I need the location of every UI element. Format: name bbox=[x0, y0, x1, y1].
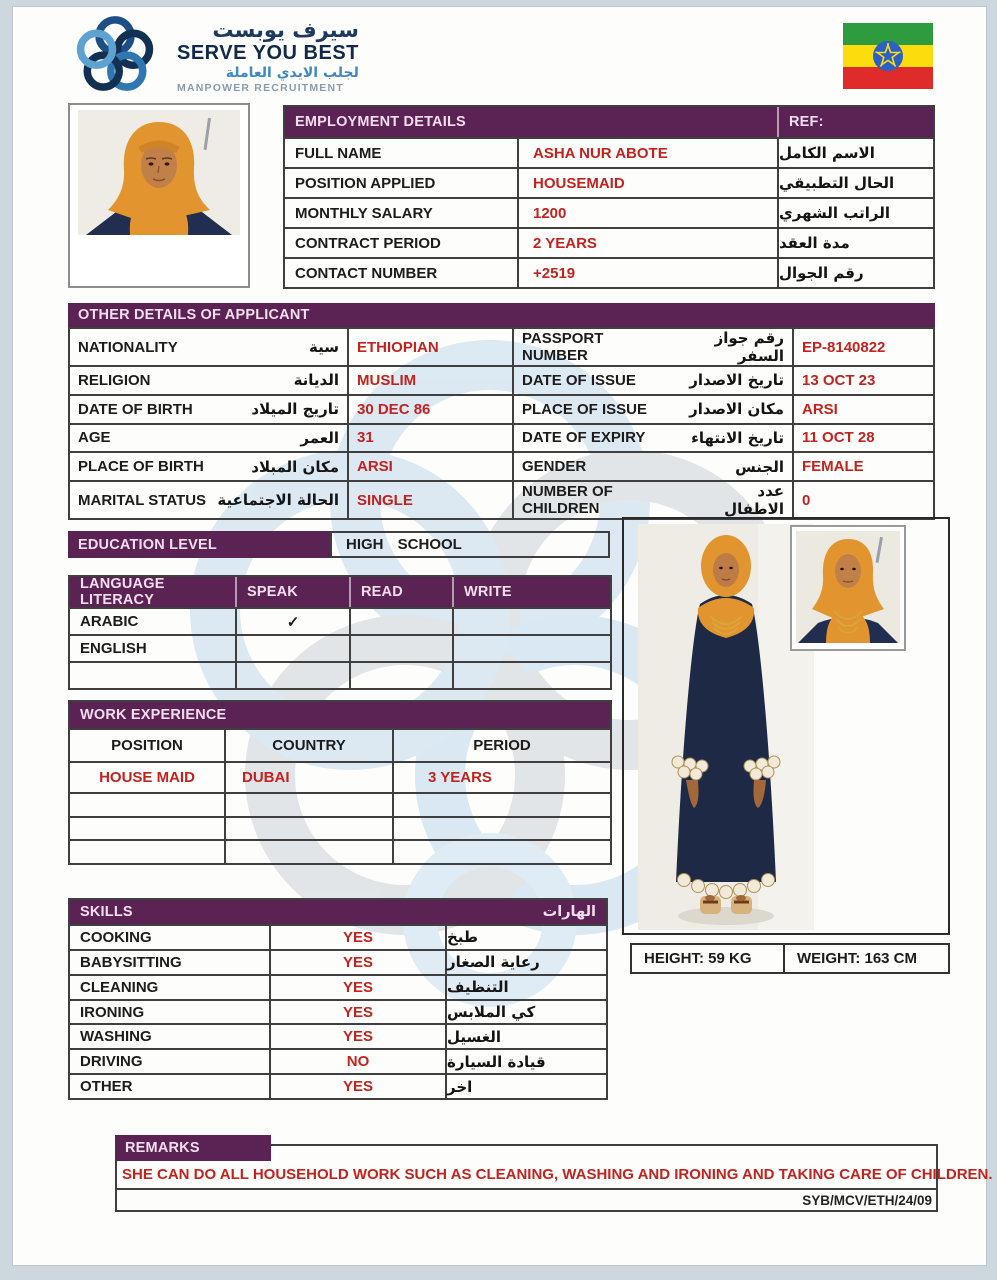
field-label-arabic: الديانة bbox=[293, 371, 339, 390]
skill-name-arabic: التنظيف bbox=[445, 976, 606, 999]
field-label: PLACE OF BIRTH bbox=[78, 458, 204, 476]
field-value: HOUSEMAID bbox=[517, 169, 777, 197]
field-label: MONTHLY SALARY bbox=[295, 204, 433, 222]
field-value: 13 OCT 23 bbox=[792, 367, 933, 394]
field-label-arabic: الحالة الاجتماعية bbox=[217, 491, 339, 509]
cell bbox=[452, 636, 610, 661]
cell bbox=[452, 663, 610, 688]
ref-label: REF: bbox=[777, 107, 933, 137]
education-level-label: EDUCATION LEVEL bbox=[68, 531, 330, 558]
table-row bbox=[70, 792, 610, 816]
work-experience-table bbox=[68, 700, 612, 865]
skill-name: OTHER bbox=[80, 1078, 133, 1096]
field-label-arabic: تاريخ الاصدار bbox=[689, 371, 784, 390]
field-value: ARSI bbox=[792, 396, 933, 423]
skill-name: BABYSITTING bbox=[80, 953, 182, 971]
other-details-title: OTHER DETAILS OF APPLICANT bbox=[68, 303, 935, 327]
ethiopia-flag bbox=[843, 23, 933, 89]
field-value: ASHA NUR ABOTE bbox=[517, 139, 777, 167]
field-label: CONTACT NUMBER bbox=[295, 264, 438, 282]
column-header: POSITION bbox=[111, 737, 183, 754]
skill-value: YES bbox=[269, 1025, 445, 1048]
cell bbox=[349, 636, 452, 661]
field-label: NUMBER OF CHILDREN bbox=[522, 483, 613, 517]
cell bbox=[349, 609, 452, 634]
field-label: POSITION APPLIED bbox=[295, 174, 436, 192]
table-row bbox=[70, 1073, 606, 1098]
work-country: DUBAI bbox=[224, 763, 392, 792]
field-label-arabic: مدة العقد bbox=[777, 229, 933, 257]
skill-value: NO bbox=[269, 1050, 445, 1073]
table-row bbox=[70, 816, 610, 840]
field-label: CONTRACT PERIOD bbox=[295, 234, 441, 252]
table-row bbox=[285, 227, 933, 257]
cell bbox=[235, 636, 349, 661]
skill-value: YES bbox=[269, 1075, 445, 1098]
table-row bbox=[70, 924, 606, 949]
field-label-arabic: مكان الاصدار bbox=[689, 400, 784, 419]
cell bbox=[224, 818, 392, 840]
checkmark-icon: ✓ bbox=[235, 609, 349, 634]
field-label-arabic: الحال التطبيقي bbox=[777, 169, 933, 197]
field-label: DATE OF EXPIRY bbox=[522, 429, 646, 447]
table-row bbox=[70, 607, 610, 634]
table-row bbox=[70, 1048, 606, 1073]
field-label: PLACE OF ISSUE bbox=[522, 400, 648, 418]
weight-value: WEIGHT: 163 CM bbox=[797, 950, 918, 967]
table-row bbox=[70, 839, 610, 863]
skill-name-arabic: كي الملابس bbox=[445, 1001, 606, 1024]
applicant-fullbody-photo bbox=[638, 524, 814, 930]
skill-name-arabic: رعاية الصغار bbox=[445, 951, 606, 974]
table-row bbox=[70, 365, 933, 394]
field-value: 11 OCT 28 bbox=[792, 425, 933, 452]
work-experience-title: WORK EXPERIENCE bbox=[70, 702, 610, 728]
cell bbox=[224, 841, 392, 863]
cell bbox=[224, 794, 392, 816]
table-row bbox=[70, 394, 933, 423]
inset-photo-image bbox=[796, 531, 900, 643]
field-value: 2 YEARS bbox=[517, 229, 777, 257]
table-row bbox=[285, 257, 933, 287]
field-label: NATIONALITY bbox=[78, 338, 178, 356]
column-header: WRITE bbox=[452, 577, 610, 607]
skills-title: SKILLS bbox=[80, 904, 133, 920]
brand-name-arabic: سيرف يوبست bbox=[212, 18, 359, 43]
skills-title-arabic: الهارات bbox=[542, 904, 596, 920]
cell bbox=[70, 841, 224, 863]
applicant-headshot-photo bbox=[68, 103, 250, 288]
skill-name: IRONING bbox=[80, 1003, 145, 1021]
field-label: DATE OF ISSUE bbox=[522, 371, 636, 389]
field-label-arabic: الاسم الكامل bbox=[777, 139, 933, 167]
brand-logo-icon bbox=[65, 14, 165, 98]
table-row bbox=[70, 1023, 606, 1048]
skill-value: YES bbox=[269, 926, 445, 949]
skill-name: COOKING bbox=[80, 928, 152, 946]
field-label-arabic: العمر bbox=[300, 428, 339, 447]
column-header: READ bbox=[349, 577, 452, 607]
cell bbox=[235, 663, 349, 688]
skill-value: YES bbox=[269, 951, 445, 974]
measurements-row bbox=[630, 943, 950, 974]
table-row bbox=[70, 949, 606, 974]
table-row bbox=[70, 661, 610, 688]
cell bbox=[452, 609, 610, 634]
cell bbox=[70, 818, 224, 840]
field-label-arabic: سية bbox=[309, 338, 339, 356]
field-label-arabic: مكان المبلاد bbox=[251, 457, 339, 476]
employment-details-table bbox=[283, 105, 935, 289]
education-level-value: HIGH SCHOOL bbox=[330, 531, 610, 558]
field-label-arabic: عدد الاطفال bbox=[724, 482, 784, 518]
field-label: DATE OF BIRTH bbox=[78, 400, 193, 418]
cell bbox=[392, 841, 610, 863]
language-literacy-table bbox=[68, 575, 612, 690]
table-row bbox=[70, 761, 610, 792]
table-row bbox=[70, 999, 606, 1024]
field-value: FEMALE bbox=[792, 453, 933, 480]
field-value: ARSI bbox=[347, 453, 512, 480]
headshot-image bbox=[78, 110, 240, 235]
table-row bbox=[70, 480, 933, 518]
skill-name: CLEANING bbox=[80, 978, 159, 996]
field-label-arabic: الراتب الشهري bbox=[777, 199, 933, 227]
table-row bbox=[70, 974, 606, 999]
skill-name: DRIVING bbox=[80, 1053, 143, 1071]
language-name: ARABIC bbox=[80, 613, 139, 630]
field-value: +2519 bbox=[517, 259, 777, 287]
brand-tagline-arabic: لجلب الايدي العاملة bbox=[225, 65, 359, 82]
skill-name-arabic: اخر bbox=[445, 1075, 606, 1098]
cell bbox=[70, 794, 224, 816]
other-details-table bbox=[68, 327, 935, 520]
brand-name-english: SERVE YOU BEST bbox=[177, 42, 359, 65]
language-name bbox=[70, 663, 235, 688]
field-label-arabic: تاريخ الانتهاء bbox=[691, 428, 784, 447]
field-label-arabic: رقم الجوال bbox=[777, 259, 933, 287]
document-code: SYB/MCV/ETH/24/09 bbox=[802, 1192, 932, 1208]
cell bbox=[349, 663, 452, 688]
skill-value: YES bbox=[269, 1001, 445, 1024]
field-value: MUSLIM bbox=[347, 367, 512, 394]
applicant-inset-photo bbox=[790, 525, 906, 651]
remarks-text: SHE CAN DO ALL HOUSEHOLD WORK SUCH AS CLEANING, WASHING AND IRONING AND TAKING CARE OF CHILDREN. bbox=[117, 1146, 936, 1190]
applicant-photos-box bbox=[622, 517, 950, 935]
field-label: RELIGION bbox=[78, 371, 151, 389]
cell bbox=[392, 818, 610, 840]
skill-name-arabic: طبخ bbox=[445, 926, 606, 949]
table-row bbox=[70, 451, 933, 480]
field-value: 1200 bbox=[517, 199, 777, 227]
field-value: 0 bbox=[792, 482, 933, 518]
field-label-arabic: رقم جواز السفر bbox=[714, 329, 784, 365]
field-label-arabic: تاريج الميلاد bbox=[251, 400, 339, 419]
brand-header bbox=[65, 14, 359, 98]
field-label: MARITAL STATUS bbox=[78, 491, 207, 509]
column-header: LANGUAGE LITERACY bbox=[70, 577, 235, 607]
skill-name-arabic: الغسيل bbox=[445, 1025, 606, 1048]
field-value: 31 bbox=[347, 425, 512, 452]
skill-name-arabic: قيادة السيارة bbox=[445, 1050, 606, 1073]
brand-tagline-english: MANPOWER RECRUITMENT bbox=[177, 81, 344, 94]
field-label: AGE bbox=[78, 429, 111, 447]
column-header: COUNTRY bbox=[224, 730, 392, 761]
skill-name: WASHING bbox=[80, 1028, 152, 1046]
employment-details-title: EMPLOYMENT DETAILS bbox=[285, 107, 777, 137]
field-label: PASSPORT NUMBER bbox=[522, 330, 604, 364]
field-value: 30 DEC 86 bbox=[347, 396, 512, 423]
table-row bbox=[70, 423, 933, 452]
field-label: FULL NAME bbox=[295, 144, 382, 162]
height-value: HEIGHT: 59 KG bbox=[632, 945, 785, 972]
field-value: EP-8140822 bbox=[792, 329, 933, 365]
remarks-title: REMARKS bbox=[115, 1135, 271, 1161]
table-row bbox=[285, 167, 933, 197]
field-value: ETHIOPIAN bbox=[347, 329, 512, 365]
table-row bbox=[285, 197, 933, 227]
field-label: GENDER bbox=[522, 458, 587, 476]
field-label-arabic: الجنس bbox=[735, 457, 784, 476]
field-value: SINGLE bbox=[347, 482, 512, 518]
skill-value: YES bbox=[269, 976, 445, 999]
table-row bbox=[70, 327, 933, 365]
skills-table bbox=[68, 898, 608, 1100]
language-name: ENGLISH bbox=[80, 640, 147, 657]
column-header: SPEAK bbox=[235, 577, 349, 607]
work-position: HOUSE MAID bbox=[99, 769, 195, 786]
cell bbox=[392, 794, 610, 816]
table-row bbox=[285, 137, 933, 167]
work-period: 3 YEARS bbox=[392, 763, 610, 792]
table-row bbox=[70, 634, 610, 661]
column-header: PERIOD bbox=[392, 730, 610, 761]
